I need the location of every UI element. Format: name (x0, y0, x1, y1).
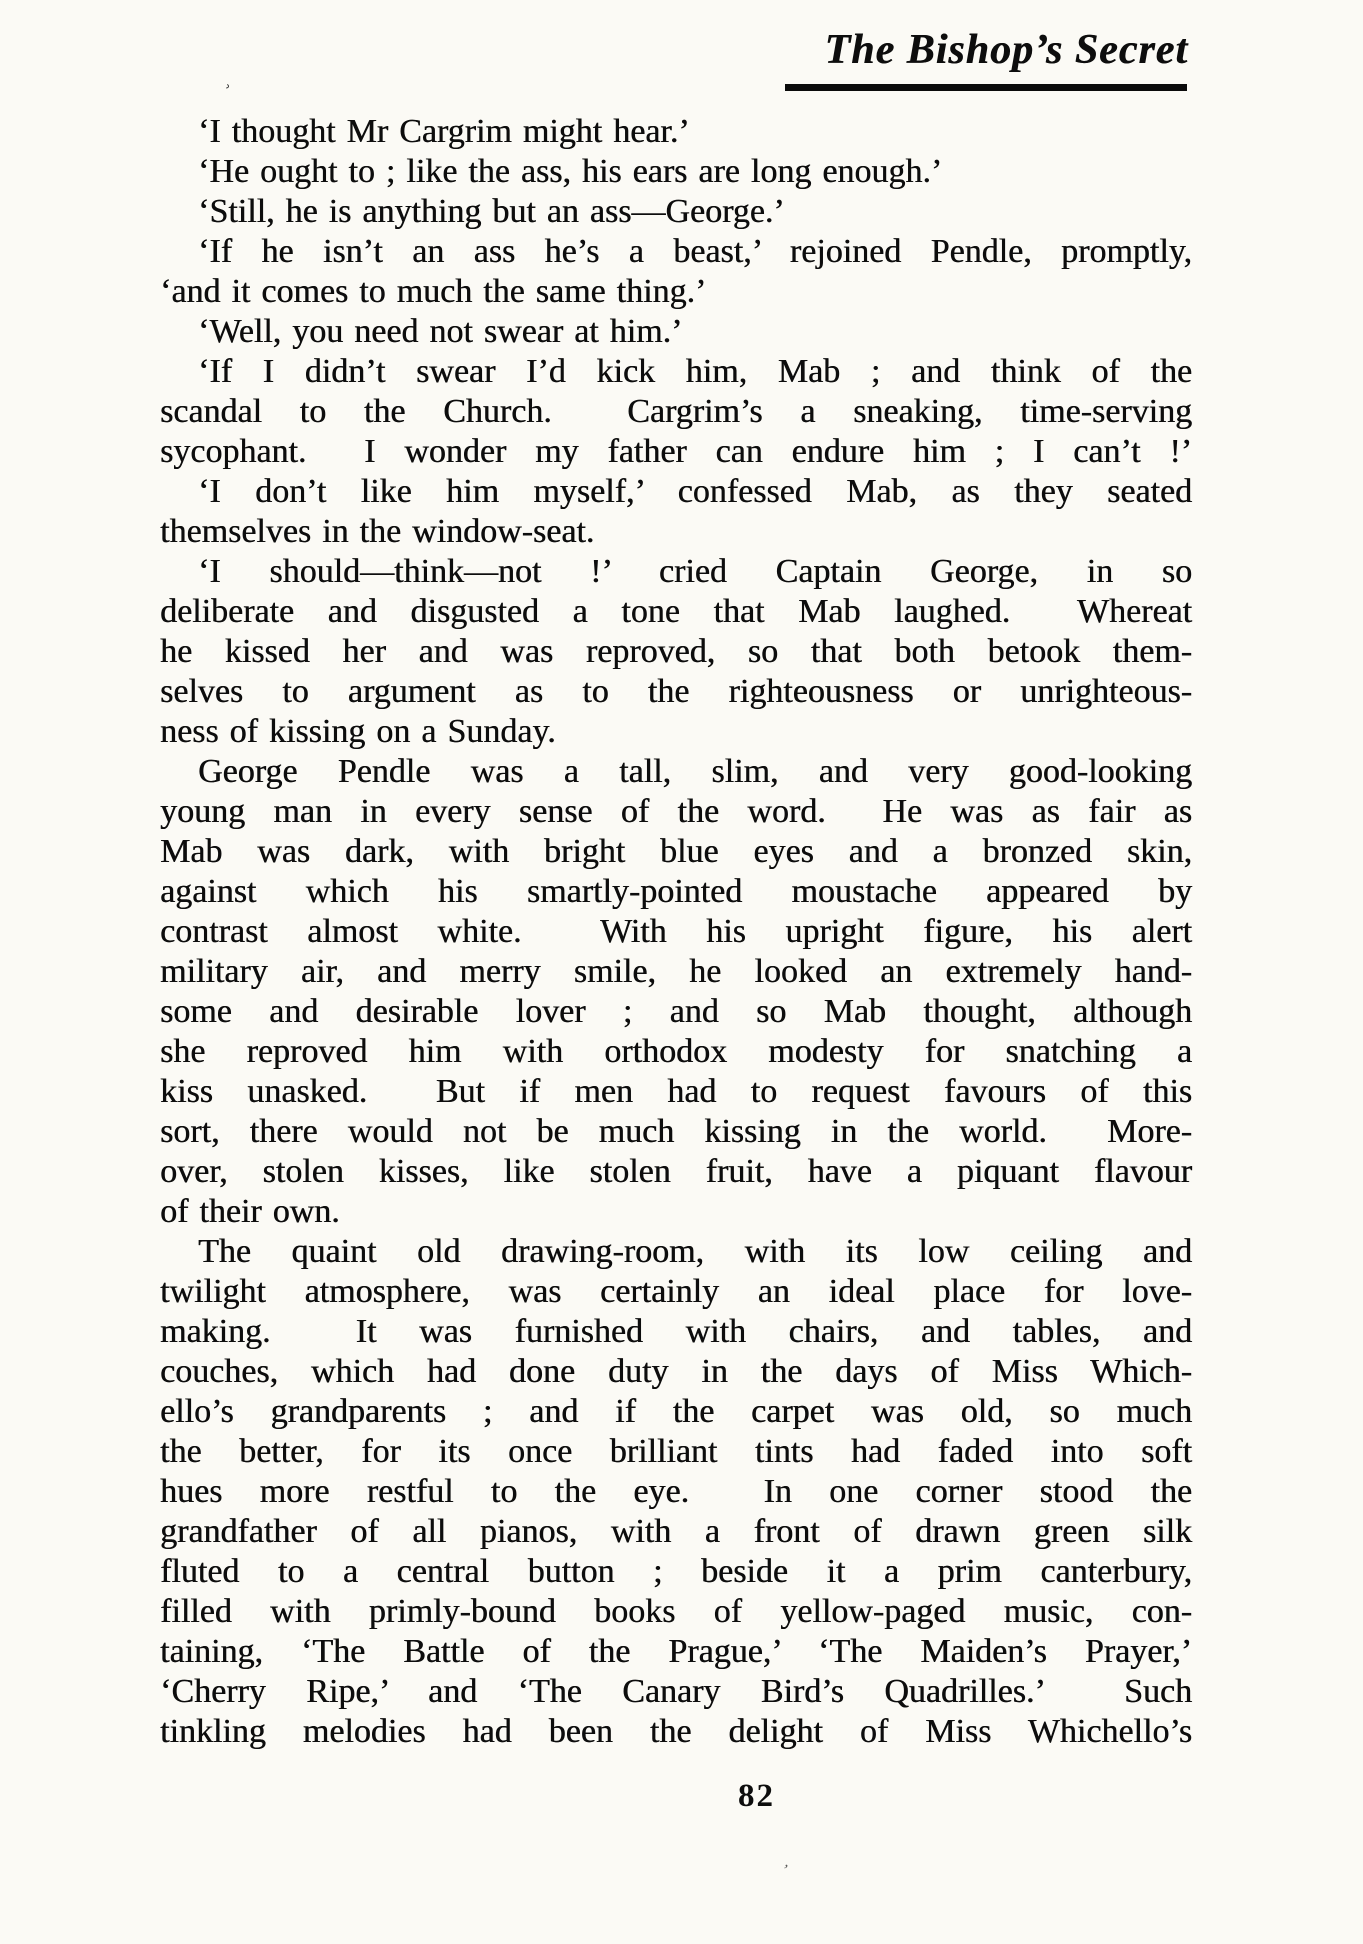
text-line: fluted to a central button ; beside it a prim canterbury, (160, 1553, 1192, 1590)
text-line: themselves in the window-seat. (160, 513, 595, 550)
text-line: ‘If he isn’t an ass he’s a beast,’ rejoined Pendle, promptly, (198, 233, 1192, 270)
text-line: ‘I should—think—not !’ cried Captain George, in so (198, 553, 1192, 590)
scan-artifact: ’ (779, 1861, 790, 1880)
text-line: ello’s grandparents ; and if the carpet was old, so much (160, 1393, 1192, 1430)
text-line: twilight atmosphere, was certainly an ideal place for love- (160, 1273, 1192, 1310)
text-line: taining, ‘The Battle of the Prague,’ ‘The Maiden’s Prayer,’ (160, 1633, 1192, 1670)
text-line: ‘Well, you need not swear at him.’ (198, 313, 683, 350)
scan-artifact: ʾ (218, 79, 234, 106)
text-line: sycophant. I wonder my father can endure him ; I can’t !’ (160, 433, 1192, 470)
text-line: ness of kissing on a Sunday. (160, 713, 556, 750)
text-line: scandal to the Church. Cargrim’s a sneaking, time-serving (160, 393, 1192, 430)
text-line: filled with primly-bound books of yellow-paged music, con- (160, 1593, 1192, 1630)
text-line: contrast almost white. With his upright figure, his alert (160, 913, 1192, 950)
text-line: against which his smartly-pointed moustache appeared by (160, 873, 1192, 910)
text-line: The quaint old drawing-room, with its low ceiling and (198, 1233, 1192, 1270)
text-line: the better, for its once brilliant tints had faded into soft (160, 1433, 1192, 1470)
text-line: ‘I thought Mr Cargrim might hear.’ (198, 113, 690, 150)
text-line: tinkling melodies had been the delight of Miss Whichello’s (160, 1713, 1192, 1750)
text-line: hues more restful to the eye. In one corner stood the (160, 1473, 1192, 1510)
text-line: making. It was furnished with chairs, and tables, and (160, 1313, 1192, 1350)
text-line: Mab was dark, with bright blue eyes and a bronzed skin, (160, 833, 1192, 870)
text-line: over, stolen kisses, like stolen fruit, have a piquant flavour (160, 1153, 1192, 1190)
text-line: military air, and merry smile, he looked an extremely hand- (160, 953, 1192, 990)
text-line: grandfather of all pianos, with a front of drawn green silk (160, 1513, 1192, 1550)
text-line: she reproved him with orthodox modesty for snatching a (160, 1033, 1192, 1070)
text-line: he kissed her and was reproved, so that both betook them- (160, 633, 1192, 670)
text-line: sort, there would not be much kissing in the world. More- (160, 1113, 1192, 1150)
text-line: some and desirable lover ; and so Mab thought, although (160, 993, 1192, 1030)
text-line: ‘I don’t like him myself,’ confessed Mab, as they seated (198, 473, 1192, 510)
text-line: kiss unasked. But if men had to request favours of this (160, 1073, 1192, 1110)
text-line: ‘Cherry Ripe,’ and ‘The Canary Bird’s Quadrilles.’ Such (160, 1673, 1192, 1710)
text-line: ‘and it comes to much the same thing.’ (160, 273, 707, 310)
text-line: George Pendle was a tall, slim, and very good-looking (198, 753, 1192, 790)
text-line: deliberate and disgusted a tone that Mab laughed. Whereat (160, 593, 1192, 630)
page-number: 82 (738, 1778, 775, 1814)
text-line: young man in every sense of the word. He was as fair as (160, 793, 1192, 830)
text-line: ‘If I didn’t swear I’d kick him, Mab ; and think of the (198, 353, 1192, 390)
running-head-title: The Bishop’s Secret (824, 27, 1188, 73)
header-rule (785, 84, 1187, 91)
body-text (160, 112, 1192, 1752)
text-line: selves to argument as to the righteousness or unrighteous- (160, 673, 1192, 710)
text-line: ‘Still, he is anything but an ass—George.’ (198, 193, 785, 230)
text-line: ‘He ought to ; like the ass, his ears are long enough.’ (198, 153, 943, 190)
text-line: of their own. (160, 1193, 340, 1230)
text-line: couches, which had done duty in the days of Miss Which- (160, 1353, 1192, 1390)
